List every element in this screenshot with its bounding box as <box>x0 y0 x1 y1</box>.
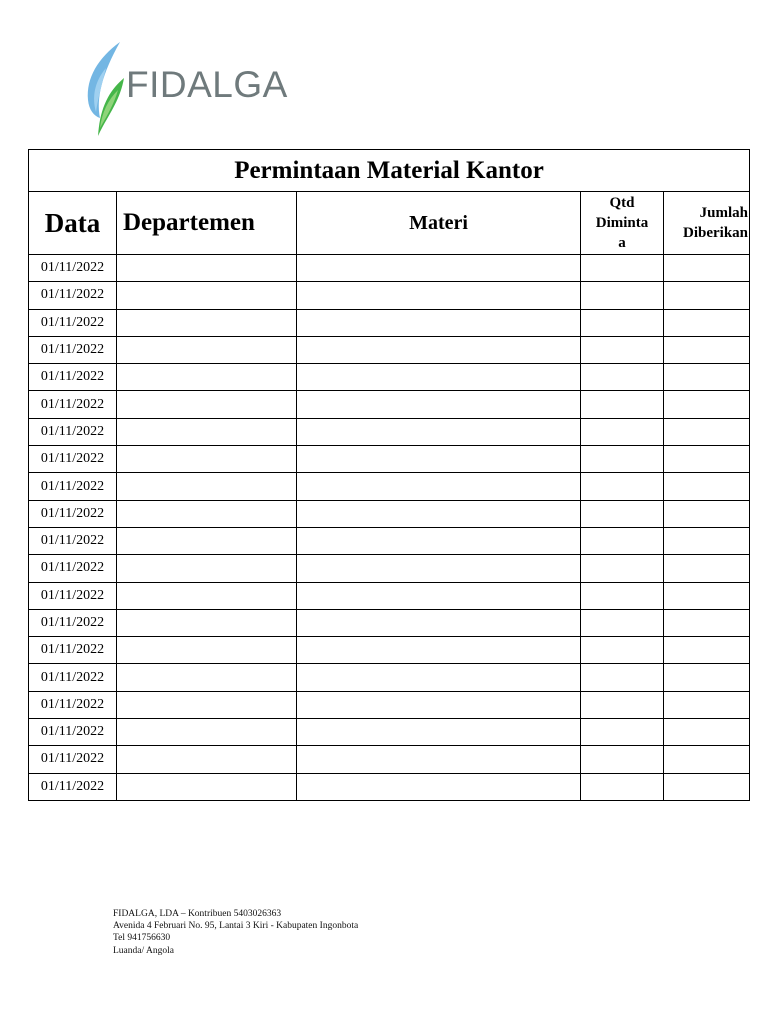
table-row <box>29 473 750 500</box>
table-row <box>29 664 750 691</box>
date-cell: 01/11/2022 <box>29 446 117 473</box>
table-row <box>29 773 750 800</box>
footer-phone-line: Tel 941756630 <box>113 933 171 944</box>
departemen-cell[interactable] <box>117 555 297 582</box>
departemen-cell[interactable] <box>117 746 297 773</box>
qtd-diminta-cell[interactable] <box>581 473 664 500</box>
departemen-cell[interactable] <box>117 527 297 554</box>
table-row <box>29 719 750 746</box>
qtd-diminta-cell[interactable] <box>581 500 664 527</box>
materi-cell[interactable] <box>297 691 581 718</box>
qtd-diminta-cell[interactable] <box>581 746 664 773</box>
table-row <box>29 500 750 527</box>
footer-city-line: Luanda/ Angola <box>113 945 174 956</box>
date-cell: 01/11/2022 <box>29 473 117 500</box>
jumlah-diberikan-cell[interactable] <box>664 309 750 336</box>
departemen-cell[interactable] <box>117 719 297 746</box>
date-cell: 01/11/2022 <box>29 391 117 418</box>
table-row <box>29 446 750 473</box>
table-row <box>29 691 750 718</box>
material-request-table <box>28 149 750 801</box>
date-cell: 01/11/2022 <box>29 719 117 746</box>
table-row <box>29 418 750 445</box>
footer-company-line: FIDALGA, LDA – Kontribuen 5403026363 <box>113 909 282 919</box>
jumlah-diberikan-cell[interactable] <box>664 391 750 418</box>
table-row <box>29 336 750 363</box>
jumlah-diberikan-cell[interactable] <box>664 282 750 309</box>
jumlah-diberikan-cell[interactable] <box>664 500 750 527</box>
qtd-line1: Qtd <box>609 195 635 211</box>
jumlah-diberikan-cell[interactable] <box>664 364 750 391</box>
logo-text: FIDALGA <box>126 64 288 105</box>
qtd-diminta-cell[interactable] <box>581 773 664 800</box>
departemen-cell[interactable] <box>117 336 297 363</box>
column-header-data: Data <box>29 192 117 255</box>
materi-cell[interactable] <box>297 282 581 309</box>
jumlah-diberikan-cell[interactable] <box>664 582 750 609</box>
table-row <box>29 746 750 773</box>
materi-cell[interactable] <box>297 446 581 473</box>
jumlah-diberikan-cell[interactable] <box>664 746 750 773</box>
materi-cell[interactable] <box>297 391 581 418</box>
jumlah-diberikan-cell[interactable] <box>664 664 750 691</box>
date-cell: 01/11/2022 <box>29 609 117 636</box>
qtd-diminta-cell[interactable] <box>581 527 664 554</box>
departemen-cell[interactable] <box>117 664 297 691</box>
table-row <box>29 391 750 418</box>
materi-cell[interactable] <box>297 609 581 636</box>
materi-cell[interactable] <box>297 255 581 282</box>
column-header-materi: Materi <box>297 192 581 255</box>
qtd-diminta-cell[interactable] <box>581 664 664 691</box>
materi-cell[interactable] <box>297 746 581 773</box>
materi-cell[interactable] <box>297 773 581 800</box>
jumlah-diberikan-cell[interactable] <box>664 773 750 800</box>
departemen-cell[interactable] <box>117 609 297 636</box>
table-row <box>29 282 750 309</box>
column-header-departemen: Departemen <box>117 192 297 255</box>
materi-cell[interactable] <box>297 500 581 527</box>
date-cell: 01/11/2022 <box>29 691 117 718</box>
departemen-cell[interactable] <box>117 255 297 282</box>
qtd-diminta-cell[interactable] <box>581 637 664 664</box>
jumlah-diberikan-cell[interactable] <box>664 418 750 445</box>
materi-cell[interactable] <box>297 336 581 363</box>
jumlah-diberikan-cell[interactable] <box>664 446 750 473</box>
jumlah-diberikan-cell[interactable] <box>664 637 750 664</box>
date-cell: 01/11/2022 <box>29 364 117 391</box>
date-cell: 01/11/2022 <box>29 336 117 363</box>
header-row <box>29 192 750 255</box>
date-cell: 01/11/2022 <box>29 255 117 282</box>
materi-cell[interactable] <box>297 418 581 445</box>
jumlah-diberikan-cell[interactable] <box>664 255 750 282</box>
jumlah-line2: Diberikan <box>683 225 749 241</box>
qtd-diminta-cell[interactable] <box>581 391 664 418</box>
qtd-diminta-cell[interactable] <box>581 282 664 309</box>
jumlah-diberikan-cell[interactable] <box>664 555 750 582</box>
qtd-diminta-cell[interactable] <box>581 446 664 473</box>
column-header-qtd-diminta <box>581 192 664 255</box>
date-cell: 01/11/2022 <box>29 309 117 336</box>
footer-address-line: Avenida 4 Februari No. 95, Lantai 3 Kiri - Kabupaten Ingonbota <box>113 921 359 932</box>
date-cell: 01/11/2022 <box>29 582 117 609</box>
materi-cell[interactable] <box>297 555 581 582</box>
date-cell: 01/11/2022 <box>29 746 117 773</box>
table-row <box>29 309 750 336</box>
materi-cell[interactable] <box>297 364 581 391</box>
qtd-line2: Diminta <box>595 215 649 231</box>
jumlah-diberikan-cell[interactable] <box>664 473 750 500</box>
qtd-diminta-cell[interactable] <box>581 691 664 718</box>
column-header-jumlah-diberikan <box>664 192 750 255</box>
table-row <box>29 555 750 582</box>
form-title: Permintaan Material Kantor <box>29 150 750 192</box>
jumlah-diberikan-cell[interactable] <box>664 527 750 554</box>
date-cell: 01/11/2022 <box>29 555 117 582</box>
jumlah-line1: Jumlah <box>699 205 749 221</box>
departemen-cell[interactable] <box>117 364 297 391</box>
qtd-diminta-cell[interactable] <box>581 555 664 582</box>
materi-cell[interactable] <box>297 309 581 336</box>
jumlah-diberikan-cell[interactable] <box>664 719 750 746</box>
qtd-diminta-cell[interactable] <box>581 255 664 282</box>
qtd-diminta-cell[interactable] <box>581 418 664 445</box>
leaf-logo-icon <box>80 38 130 142</box>
departemen-cell[interactable] <box>117 418 297 445</box>
materi-cell[interactable] <box>297 582 581 609</box>
jumlah-diberikan-cell[interactable] <box>664 336 750 363</box>
qtd-diminta-cell[interactable] <box>581 719 664 746</box>
departemen-cell[interactable] <box>117 282 297 309</box>
company-logo <box>80 38 288 142</box>
departemen-cell[interactable] <box>117 309 297 336</box>
materi-cell[interactable] <box>297 527 581 554</box>
materi-cell[interactable] <box>297 719 581 746</box>
departemen-cell[interactable] <box>117 773 297 800</box>
departemen-cell[interactable] <box>117 637 297 664</box>
date-cell: 01/11/2022 <box>29 527 117 554</box>
date-cell: 01/11/2022 <box>29 282 117 309</box>
table-body <box>29 255 750 801</box>
materi-cell[interactable] <box>297 664 581 691</box>
materi-cell[interactable] <box>297 637 581 664</box>
date-cell: 01/11/2022 <box>29 500 117 527</box>
table-row <box>29 255 750 282</box>
qtd-diminta-cell[interactable] <box>581 364 664 391</box>
qtd-diminta-cell[interactable] <box>581 609 664 636</box>
departemen-cell[interactable] <box>117 500 297 527</box>
departemen-cell[interactable] <box>117 473 297 500</box>
footer-address <box>113 908 358 957</box>
table-row <box>29 364 750 391</box>
materi-cell[interactable] <box>297 473 581 500</box>
qtd-line3: a <box>618 235 626 251</box>
jumlah-diberikan-cell[interactable] <box>664 691 750 718</box>
qtd-diminta-cell[interactable] <box>581 309 664 336</box>
table-row <box>29 582 750 609</box>
departemen-cell[interactable] <box>117 582 297 609</box>
table-row <box>29 637 750 664</box>
departemen-cell[interactable] <box>117 691 297 718</box>
departemen-cell[interactable] <box>117 391 297 418</box>
date-cell: 01/11/2022 <box>29 664 117 691</box>
qtd-diminta-cell[interactable] <box>581 336 664 363</box>
departemen-cell[interactable] <box>117 446 297 473</box>
date-cell: 01/11/2022 <box>29 773 117 800</box>
table-row <box>29 609 750 636</box>
table-row <box>29 527 750 554</box>
date-cell: 01/11/2022 <box>29 418 117 445</box>
jumlah-diberikan-cell[interactable] <box>664 609 750 636</box>
qtd-diminta-cell[interactable] <box>581 582 664 609</box>
date-cell: 01/11/2022 <box>29 637 117 664</box>
